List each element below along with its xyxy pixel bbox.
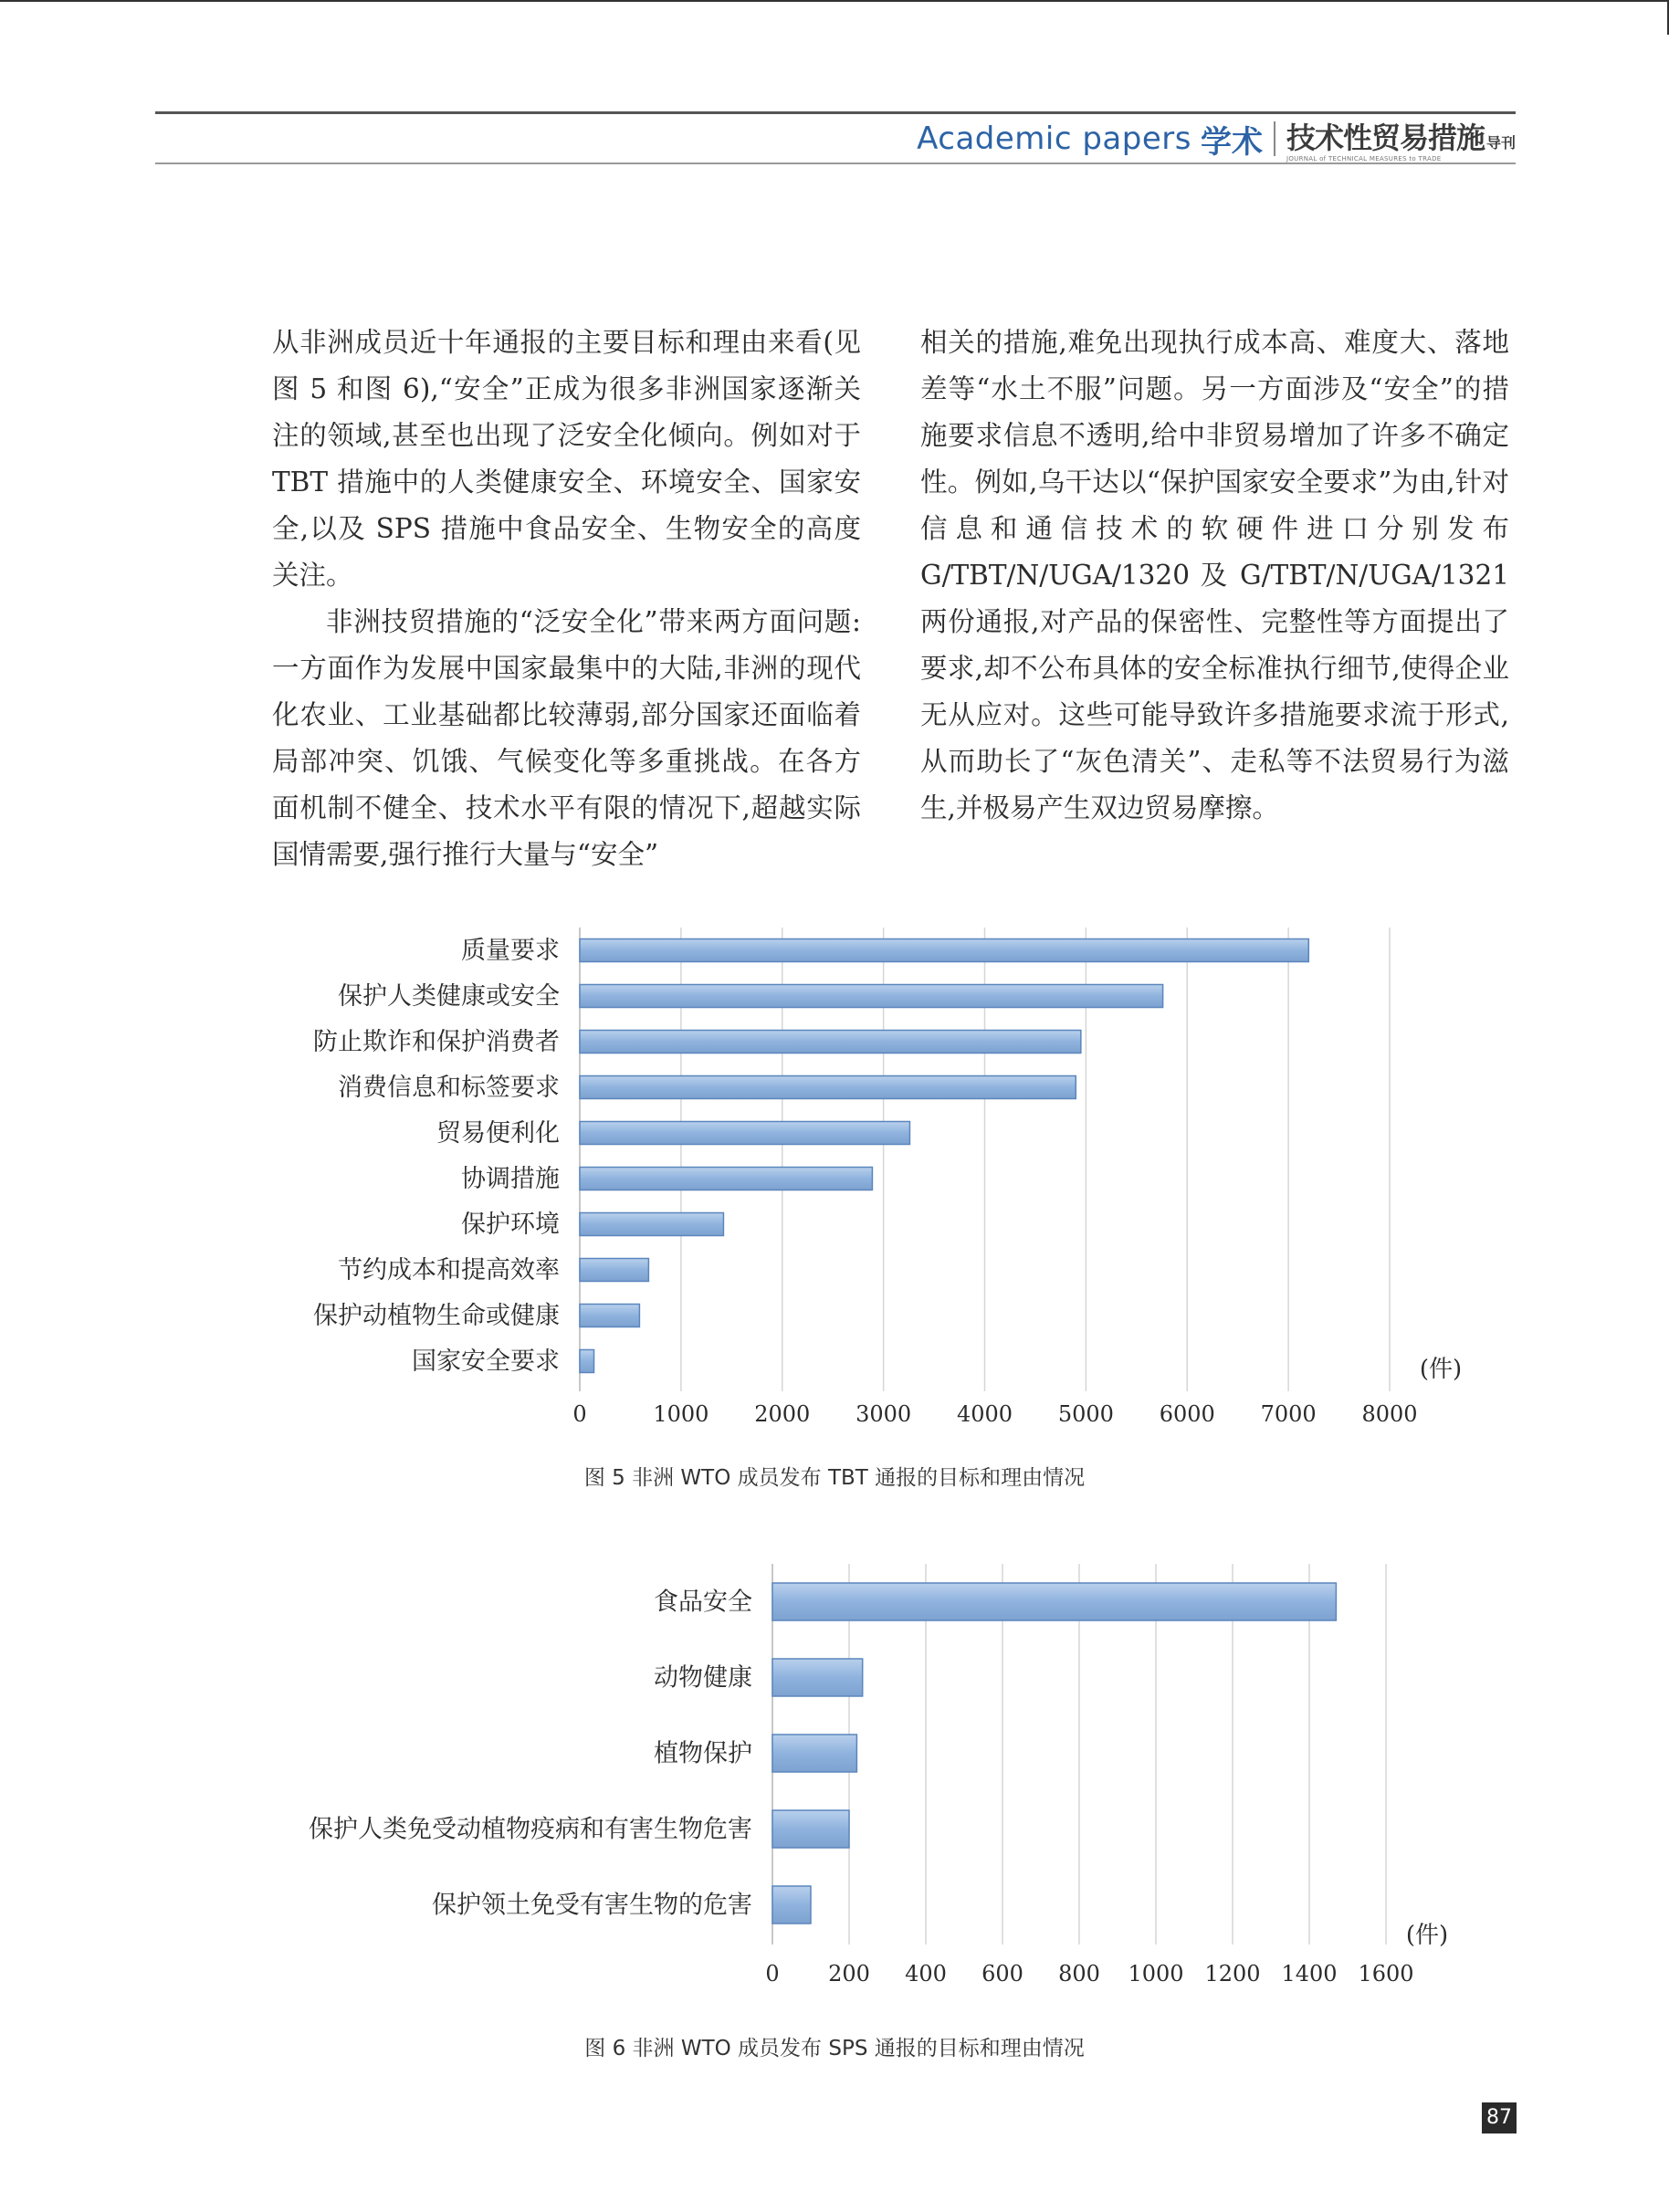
unit-label: (件) bbox=[1419, 1356, 1463, 1383]
page-number: 87 bbox=[1482, 2102, 1517, 2133]
figure-5-caption: 图 5 非洲 WTO 成员发布 TBT 通报的目标和理由情况 bbox=[583, 1466, 1086, 1490]
tick-label: 400 bbox=[905, 1961, 947, 1987]
tick-label: 4000 bbox=[956, 1401, 1013, 1427]
category-label: 防止欺诈和保护消费者 bbox=[313, 1028, 560, 1056]
tick-label: 7000 bbox=[1260, 1401, 1317, 1427]
tick-label: 1000 bbox=[1128, 1961, 1184, 1987]
body-paragraph: 相关的措施,难免出现执行成本高、难度大、落地差等“水土不服”问题。另一方面涉及“安全”的措施要求信息不透明,给中非贸易增加了许多不确定性。例如,乌干达以“保护国家安全要求”为由,针对信息和通信技术的软硬件进口分别发布 G/TBT/N/UGA/1320 及 G/TBT/N/UGA/1321 两份通报,对产品的保密性、完整性等方面提出了要求,却不公布具体的安全标准执行细节,使得企业无从应对。这些可能导致许多措施要求流于形式,从而助长了“灰色清关”、走私等不法贸易行为滋生,并极易产生双边贸易摩擦。 bbox=[920, 327, 1509, 823]
tick-label: 200 bbox=[828, 1961, 870, 1987]
category-label: 植物保护 bbox=[654, 1739, 752, 1768]
category-label: 国家安全要求 bbox=[412, 1347, 560, 1376]
journal-suffix: 导刊 bbox=[1485, 134, 1516, 152]
category-label: 保护人类免受动植物疫病和有害生物危害 bbox=[309, 1815, 752, 1844]
tick-label: 1000 bbox=[653, 1401, 709, 1427]
bar-3 bbox=[772, 1735, 856, 1772]
tick-label: 800 bbox=[1058, 1961, 1100, 1987]
unit-label: (件) bbox=[1405, 1922, 1449, 1949]
tick-label: 0 bbox=[572, 1401, 587, 1427]
category-label: 保护动植物生命或健康 bbox=[313, 1302, 560, 1330]
category-label: 动物健康 bbox=[654, 1663, 752, 1693]
body-paragraph: 非洲技贸措施的“泛安全化”带来两方面问题:一方面作为发展中国家最集中的大陆,非洲的现代化农业、工业基础都比较薄弱,部分国家还面临着局部冲突、饥饿、气候变化等多重挑战。在各方面机制不健全、技术水平有限的情况下,超越实际国情需要,强行推行大量与“安全” bbox=[272, 606, 861, 870]
tick-label: 1200 bbox=[1204, 1961, 1261, 1987]
tick-label: 1600 bbox=[1358, 1961, 1414, 1987]
tick-label: 2000 bbox=[754, 1401, 811, 1427]
category-label: 节约成本和提高效率 bbox=[338, 1256, 560, 1284]
category-label: 保护人类健康或安全 bbox=[338, 982, 560, 1011]
category-label: 质量要求 bbox=[461, 937, 560, 965]
header-english-title: Academic papers bbox=[917, 121, 1191, 157]
tick-label: 1400 bbox=[1281, 1961, 1338, 1987]
bar-1 bbox=[772, 1583, 1336, 1620]
category-label: 食品安全 bbox=[654, 1588, 752, 1617]
header-chinese-title: 学术 bbox=[1200, 123, 1263, 161]
tick-label: 600 bbox=[981, 1961, 1023, 1987]
bar-5 bbox=[772, 1886, 811, 1924]
tick-label: 0 bbox=[765, 1961, 780, 1987]
bar-4 bbox=[772, 1810, 849, 1848]
category-label: 保护环境 bbox=[461, 1211, 560, 1239]
journal-name: 技术性贸易措施 bbox=[1286, 121, 1485, 155]
tick-label: 3000 bbox=[855, 1401, 912, 1427]
body-paragraph: 从非洲成员近十年通报的主要目标和理由来看(见图 5 和图 6),“安全”正成为很多非洲国家逐渐关注的领域,甚至也出现了泛安全化倾向。例如对于 TBT 措施中的人类健康安全、环境安全、国家安全,以及 SPS 措施中食品安全、生物安全的高度关注。 bbox=[272, 327, 861, 591]
category-label: 协调措施 bbox=[461, 1165, 560, 1193]
figure-6-caption: 图 6 非洲 WTO 成员发布 SPS 通报的目标和理由情况 bbox=[584, 2037, 1085, 2060]
bar-2 bbox=[772, 1659, 863, 1696]
journal-english-name: JOURNAL of TECHNICAL MEASURES to TRADE bbox=[1286, 155, 1442, 162]
tick-label: 6000 bbox=[1159, 1401, 1215, 1427]
category-label: 保护领土免受有害生物的危害 bbox=[432, 1891, 752, 1920]
category-label: 贸易便利化 bbox=[436, 1119, 560, 1148]
tick-label: 5000 bbox=[1057, 1401, 1114, 1427]
tick-label: 8000 bbox=[1361, 1401, 1418, 1427]
category-label: 消费信息和标签要求 bbox=[338, 1074, 560, 1102]
